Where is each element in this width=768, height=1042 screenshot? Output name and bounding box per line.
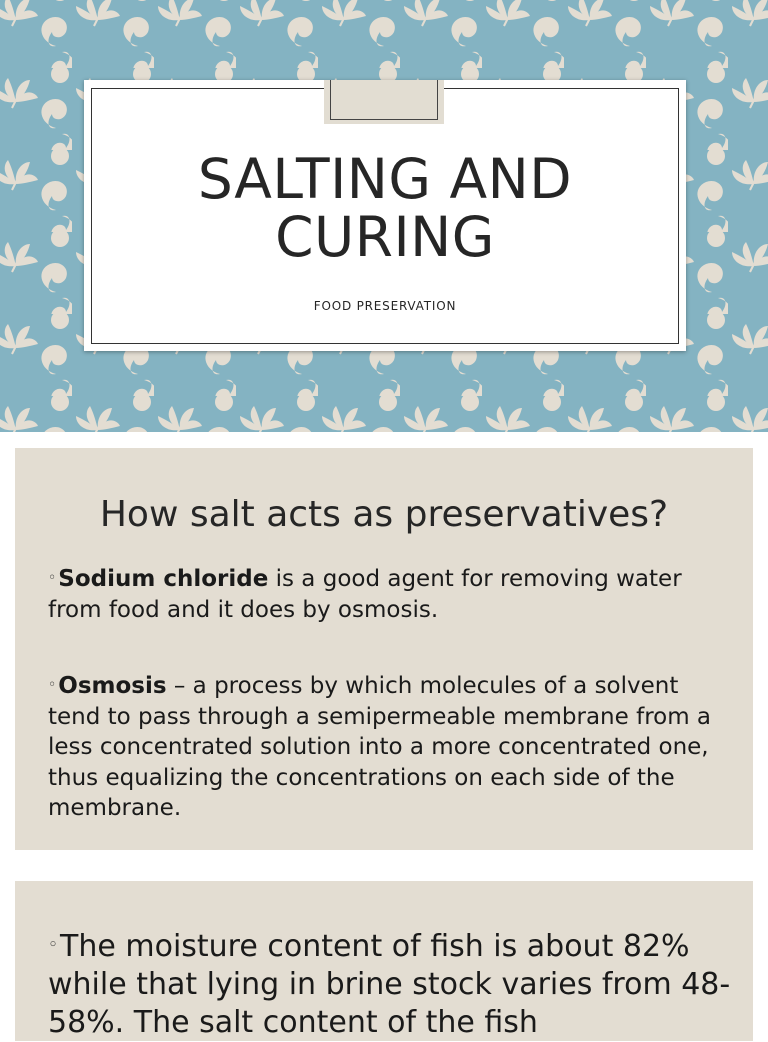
slide-moisture-content [15,881,753,1041]
title-line-1: SALTING AND [197,147,573,211]
bullet-bold-term: Sodium chloride [58,566,269,592]
title-tab-decoration [324,80,444,124]
title-card [84,80,686,351]
bullet-osmosis [48,670,718,824]
title-slide [0,0,768,432]
slide-heading: How salt acts as preservatives? [99,494,669,535]
bullet-text: – a process by which molecules of a solvent tend to pass through a semipermeable membrane from a less concentrated solution into a more concentrated one, thus equalizing the concentrations on each side of the membrane. [48,673,712,821]
slide-subtitle: FOOD PRESERVATION [313,299,457,313]
slide-title [84,147,686,269]
title-line-2: CURING [275,205,495,269]
bullet-icon: ◦ [48,677,57,693]
bullet-icon: ◦ [48,935,59,955]
slide-salt-preservatives [15,448,753,850]
bullet-bold-term: Osmosis [58,673,167,699]
bullet-text: The moisture content of fish is about 82% while that lying in brine stock varies from 48- 58%. The salt content of the fish [48,929,731,1040]
bullet-sodium-chloride [48,563,708,625]
bullet-moisture [48,926,738,1042]
bullet-icon: ◦ [48,570,57,586]
bullet-text: is a good agent for removing water from food and it does by osmosis. [48,566,682,623]
